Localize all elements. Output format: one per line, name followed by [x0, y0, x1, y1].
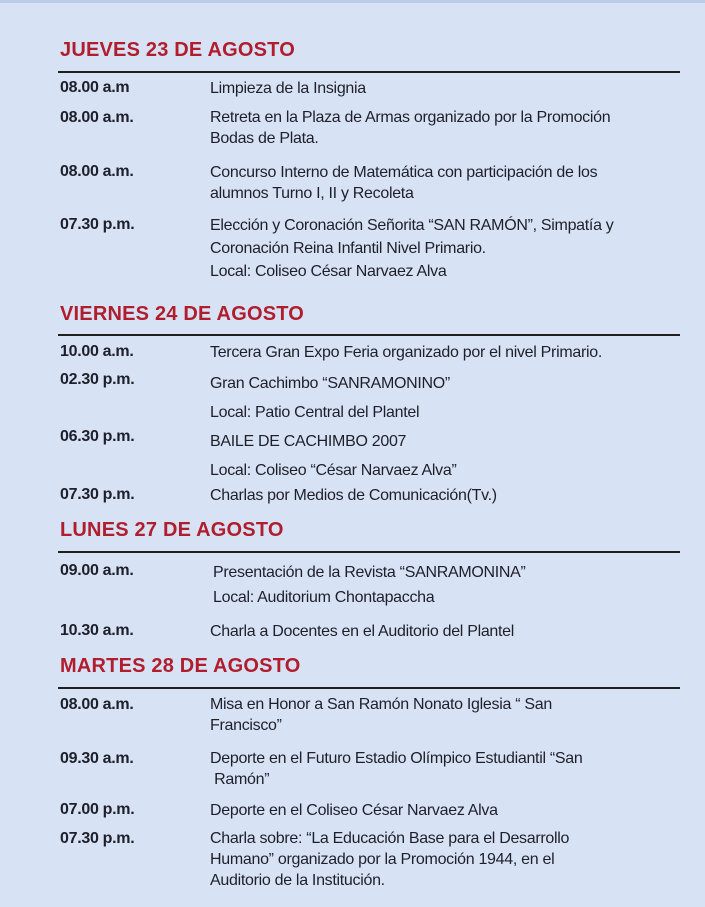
event-description: Misa en Honor a San Ramón Nonato Iglesia “ San Francisco”: [210, 696, 552, 734]
divider: [58, 551, 680, 553]
event-description: Charlas por Medios de Comunicación(Tv.): [210, 487, 497, 504]
event-time: 08.00 a.m.: [60, 109, 134, 126]
event-description: Deporte en el Coliseo César Narvaez Alva: [210, 802, 498, 819]
day-heading-thursday: JUEVES 23 DE AGOSTO: [60, 39, 295, 61]
event-time: 08.00 a.m.: [60, 696, 134, 713]
event-description: Gran Cachimbo “SANRAMONINO” Local: Patio Central del Plantel: [210, 375, 450, 421]
day-heading-friday: VIERNES 24 DE AGOSTO: [60, 303, 305, 325]
event-time: 09.00 a.m.: [60, 562, 134, 579]
divider: [58, 687, 680, 689]
event-time: 09.30 a.m.: [60, 750, 134, 767]
event-description: BAILE DE CACHIMBO 2007 Local: Coliseo “César Narvaez Alva”: [210, 433, 457, 479]
event-time: 10.00 a.m.: [60, 343, 134, 360]
event-description: Elección y Coronación Señorita “SAN RAMÓN”, Simpatía y Coronación Reina Infantil Nivel Primario. Local: Coliseo César Narvaez Alva: [210, 217, 614, 280]
day-heading-monday: LUNES 27 DE AGOSTO: [60, 519, 284, 541]
event-time: 08.00 a.m.: [60, 163, 134, 180]
event-description: Charla sobre: “La Educación Base para el Desarrollo Humano” organizado por la Promoción 1944, en el Auditorio de la Institución.: [210, 830, 570, 889]
event-time: 08.00 a.m: [60, 79, 130, 96]
event-description: Tercera Gran Expo Feria organizado por el nivel Primario.: [210, 344, 602, 361]
event-time: 07.30 p.m.: [60, 830, 135, 847]
event-description: Retreta en la Plaza de Armas organizado por la Promoción Bodas de Plata.: [210, 109, 611, 147]
event-description: Limpieza de la Insignia: [210, 80, 366, 97]
event-time: 10.30 a.m.: [60, 622, 134, 639]
divider: [58, 334, 680, 336]
day-heading-tuesday: MARTES 28 DE AGOSTO: [60, 655, 301, 677]
event-description: Concurso Interno de Matemática con participación de los alumnos Turno I, II y Recoleta: [210, 164, 598, 202]
event-time: 07.30 p.m.: [60, 486, 135, 503]
top-border: [0, 0, 705, 3]
divider: [58, 71, 680, 73]
event-time: 07.00 p.m.: [60, 801, 135, 818]
event-time: 07.30 p.m.: [60, 216, 135, 233]
event-time: 06.30 p.m.: [60, 428, 135, 445]
event-description: Charla a Docentes en el Auditorio del Plantel: [210, 623, 515, 640]
event-description: Presentación de la Revista “SANRAMONINA” Local: Auditorium Chontapaccha: [213, 564, 526, 606]
event-description: Deporte en el Futuro Estadio Olímpico Estudiantil “San Ramón”: [210, 750, 583, 788]
event-time: 02.30 p.m.: [60, 371, 135, 388]
